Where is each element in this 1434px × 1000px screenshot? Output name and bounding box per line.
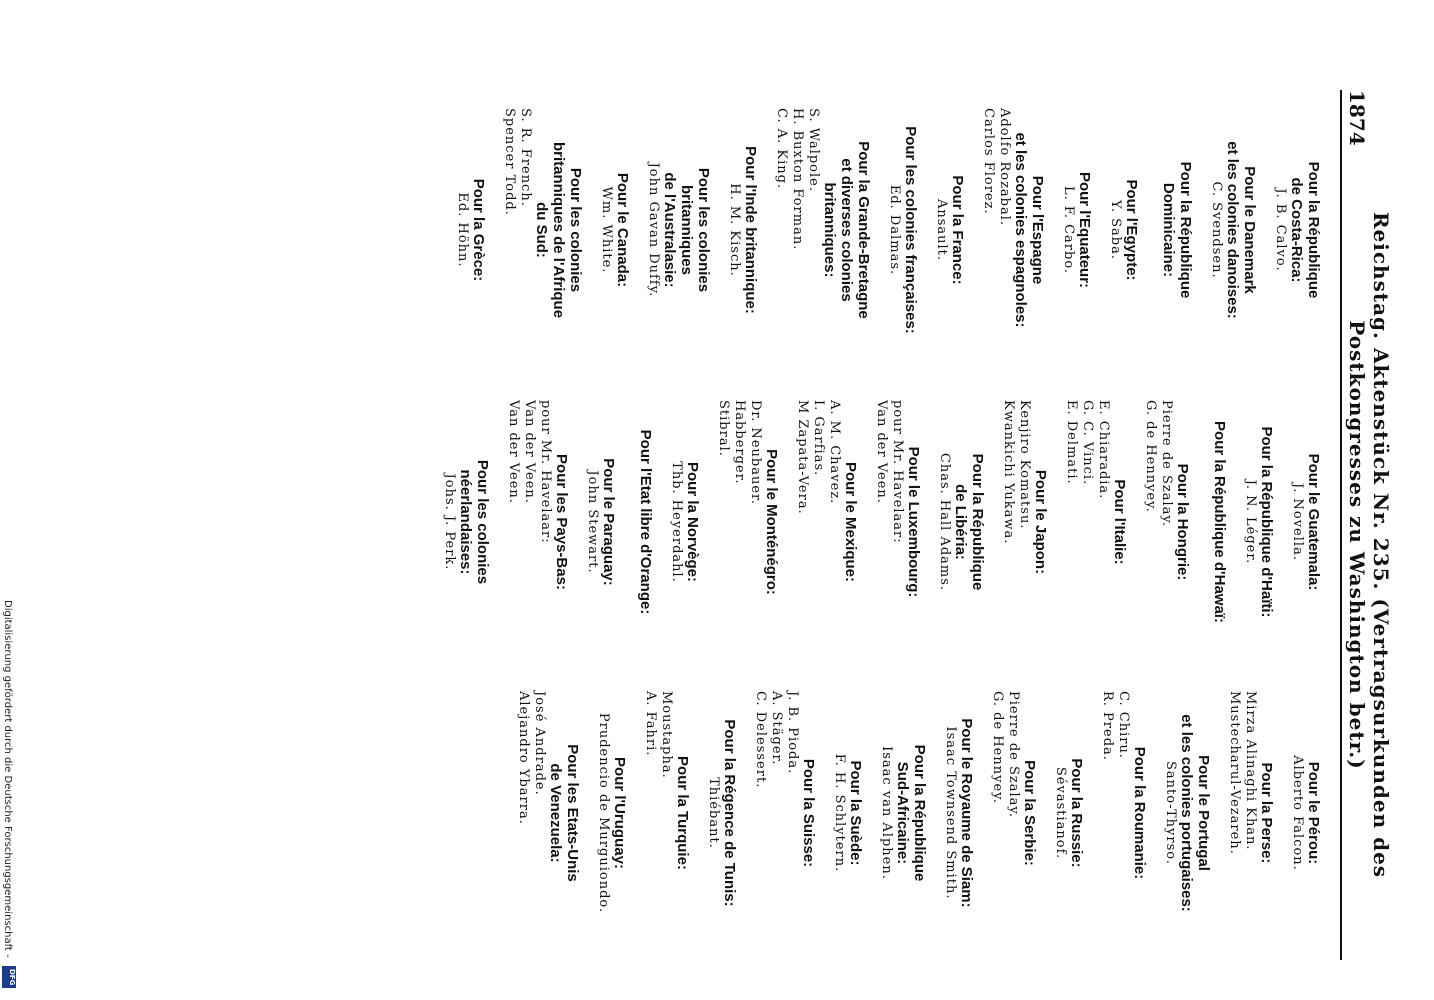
signer-name: Ed. Dalmas. <box>887 184 902 276</box>
country-line: Pour la République <box>1305 161 1322 299</box>
signatory-entry <box>1226 673 1275 953</box>
signer-name: Chas. Hall Adams. <box>937 452 952 592</box>
signatory-entry <box>668 382 701 662</box>
signatory-entry <box>1052 673 1085 953</box>
country-line: et les colonies espagnoles: <box>1012 132 1029 328</box>
signatory-entry <box>980 90 1046 370</box>
country-line: Pour les colonies <box>695 167 712 293</box>
country-line: Pour le Canada: <box>614 172 631 288</box>
country-line: Pour les colonies <box>474 459 491 585</box>
country-heading <box>1174 382 1191 662</box>
signer-name: Prudencio de Murguiondo. <box>596 712 611 914</box>
country-line: Pour la Grande-Bretagne <box>855 141 872 319</box>
country-line: Pour la Perse: <box>1258 762 1275 864</box>
signatory-entry <box>989 673 1038 953</box>
country-line: Pour la Serbie: <box>1021 760 1038 866</box>
signer-name: A. M. Chavez. <box>827 400 842 505</box>
country-line: Dominicaine: <box>1160 182 1177 278</box>
signer-name: C. Chiru. <box>1116 691 1131 759</box>
signer-name: Santo-Thyrso. <box>1163 760 1178 865</box>
country-heading <box>958 673 975 953</box>
country-line: néerlandaises: <box>457 469 474 575</box>
signatory-entry <box>936 382 986 662</box>
country-line: Pour la République <box>911 744 928 882</box>
signer-name: John Gavan Duffy. <box>646 162 661 298</box>
signatory-entry <box>1289 673 1322 953</box>
signer-name: Johs. J. Perk. <box>442 473 457 571</box>
country-heading <box>533 90 584 370</box>
country-heading <box>684 382 701 662</box>
signer-name: Kwankichi Yukawa. <box>1001 400 1016 545</box>
country-line: britanniques <box>678 184 695 275</box>
country-line: Pour le Guatemala: <box>1305 453 1322 591</box>
signer-name: H. Buxton Forman. <box>790 108 805 251</box>
country-line: de l'Australasie: <box>661 172 678 288</box>
country-line: britanniques de l'Afrique <box>550 141 567 319</box>
dfg-logo: DFG <box>2 966 16 988</box>
country-line: de Costa-Rica: <box>1288 177 1305 283</box>
country-heading <box>1123 90 1140 370</box>
signer-name: S. R. French. <box>518 108 533 207</box>
signer-name: Moustapha. <box>659 691 674 779</box>
country-heading <box>457 382 491 662</box>
country-line: britanniques: <box>821 182 838 278</box>
country-line: Pour le Japon: <box>1032 469 1049 575</box>
signer-name: M Zapata-Vera. <box>795 400 810 515</box>
signer-name: C. Delessert. <box>753 691 768 789</box>
signatory-entry <box>441 382 491 662</box>
signatory-entry <box>705 673 738 953</box>
country-line: Pour la Régence de Tunis: <box>721 719 738 907</box>
signer-name: Thiébant. <box>706 777 721 849</box>
country-line: Pour les Etats-Unis <box>564 744 581 882</box>
signer-name: Mirza Alinaghi Khan. <box>1243 691 1258 851</box>
country-heading <box>1305 382 1322 662</box>
country-heading <box>1305 673 1322 953</box>
country-line: Pour le Pérou: <box>1305 761 1322 865</box>
signatory-entry <box>715 382 780 662</box>
country-heading <box>553 382 570 662</box>
country-heading <box>470 90 487 370</box>
country-line: Sud-Africaine: <box>894 761 911 865</box>
country-line: Pour l'Espagne <box>1029 175 1046 285</box>
signer-name: Alberto Falcon. <box>1290 755 1305 871</box>
country-heading <box>763 382 780 662</box>
country-heading <box>1068 673 1085 953</box>
signer-name: Spencer Todd. <box>502 108 517 216</box>
country-heading <box>674 673 691 953</box>
country-line: Pour la République d'Hawaï: <box>1211 421 1228 623</box>
signer-name: Pierre de Szalay. <box>1006 691 1021 819</box>
signer-name: E. Chiaradia. <box>1096 400 1111 500</box>
signatory-entry <box>454 90 487 370</box>
country-line: Pour le Royaume de Siam: <box>958 718 975 908</box>
signatory-entry <box>773 90 872 370</box>
signatory-entry <box>1289 382 1322 662</box>
country-heading <box>1258 382 1275 662</box>
signatory-entry <box>873 382 922 662</box>
signer-name: R. Preda. <box>1100 691 1115 761</box>
page-title: Reichstag. Aktenstück Nr. 235. (Vertragsurkunden des Postkongresses zu Washington betr.) <box>1345 211 1393 879</box>
signer-name: Dr. Neubauer. <box>748 400 763 505</box>
country-line: Pour la Suisse: <box>800 758 817 868</box>
country-heading <box>1224 90 1258 370</box>
signatory-entry <box>642 673 691 953</box>
country-heading <box>800 673 817 953</box>
signer-name: A. Stäger. <box>769 691 784 766</box>
country-line: Pour la Suède: <box>847 760 864 866</box>
signer-name: C. A. King. <box>774 108 789 190</box>
country-line: Pour le Monténégro: <box>763 449 780 595</box>
signer-name: C. Svendsen. <box>1209 181 1224 279</box>
column-middle <box>427 382 1322 662</box>
signatory-entry <box>794 382 859 662</box>
country-line: de Venezuela: <box>547 763 564 863</box>
country-heading <box>952 382 986 662</box>
country-line: Pour la République d'Haïti: <box>1258 426 1275 618</box>
signer-name: Stibral. <box>716 400 731 457</box>
country-line: Pour l'Italie: <box>1111 479 1128 565</box>
country-heading <box>949 90 966 370</box>
country-heading <box>547 673 581 953</box>
country-line: Pour la Grèce: <box>470 178 487 282</box>
country-line: Pour l'Egypte: <box>1123 179 1140 281</box>
signatory-entry <box>645 90 712 370</box>
country-heading <box>1032 382 1049 662</box>
country-line: Pour le Danemark <box>1241 166 1258 294</box>
country-heading <box>1021 673 1038 953</box>
signatory-entry <box>1000 382 1049 662</box>
signer-name: Van der Veen. <box>506 400 521 504</box>
signatory-entry <box>1162 673 1212 953</box>
country-line: Pour les colonies françaises: <box>902 126 919 334</box>
country-heading <box>905 382 922 662</box>
country-line: Pour la Russie: <box>1068 758 1085 868</box>
country-line: Pour la Roumanie: <box>1131 746 1148 880</box>
signatory-entry <box>584 382 617 662</box>
country-heading <box>661 90 712 370</box>
page-number: 1874 <box>1345 90 1369 146</box>
signatory-entry <box>1272 90 1322 370</box>
signatory-entry <box>726 90 759 370</box>
signatory-entry <box>1099 673 1148 953</box>
country-heading <box>1076 90 1093 370</box>
country-line: Pour la Hongrie: <box>1174 463 1191 581</box>
signer-name: G. C. Vinci. <box>1080 400 1095 486</box>
country-line: Pour la Turquie: <box>674 756 691 870</box>
signatory-entry <box>1154 90 1194 370</box>
signer-name: Habberger. <box>732 400 747 485</box>
signer-name: Van der Veen. <box>874 400 889 504</box>
country-line: Pour l'Etat libre d'Orange: <box>637 429 654 615</box>
signatory-entry <box>1142 382 1191 662</box>
country-heading <box>1012 90 1046 370</box>
country-line: et diverses colonies <box>838 158 855 302</box>
country-line: Pour le Portugal <box>1195 755 1212 871</box>
signatory-entry <box>1060 90 1093 370</box>
country-line: Pour l'Uruguay: <box>611 757 628 869</box>
country-line: Pour la France: <box>949 175 966 285</box>
country-line: Pour le Luxembourg: <box>905 446 922 598</box>
signer-name: Isaac van Alphen. <box>879 746 894 880</box>
signer-name: E. Delmati. <box>1064 400 1079 485</box>
signer-name: Wm. White. <box>599 186 614 274</box>
signatory-entry <box>752 673 817 953</box>
signer-name: Ed. Höhn. <box>455 192 470 268</box>
signer-name: Ansault. <box>934 198 949 262</box>
signer-name: L. F. Carbo. <box>1061 185 1076 275</box>
country-heading <box>842 382 859 662</box>
country-heading <box>1288 90 1322 370</box>
signer-name: Alejandro Ybarra. <box>516 691 531 825</box>
country-heading <box>600 382 617 662</box>
signer-name: Y. Saba. <box>1108 199 1123 261</box>
signer-name: I. Garfias. <box>811 400 826 477</box>
country-heading <box>614 90 631 370</box>
signatory-entry <box>831 673 864 953</box>
signer-name: Mustecharul-Vezareh. <box>1227 691 1242 855</box>
signer-name: Van der Veen. <box>522 400 537 504</box>
country-heading <box>821 90 872 370</box>
country-line: Pour les colonies <box>567 167 584 293</box>
signer-name: G. de Hennyey. <box>1143 400 1158 513</box>
digitization-note: Digitalisierung gefördert durch die Deutsche Forschungsgemeinschaft - <box>2 600 13 958</box>
signer-name: S. Walpole. <box>806 108 821 192</box>
country-line: Pour la République <box>1177 161 1194 299</box>
country-heading <box>1178 673 1212 953</box>
signatory-entry <box>933 90 966 370</box>
signer-name: Carlos Florez. <box>981 108 996 215</box>
country-line: Pour l'Inde britannique: <box>742 146 759 314</box>
signer-name: Kenjiro Komatsu. <box>1017 400 1032 530</box>
signatory-entry <box>1205 382 1228 662</box>
country-line: de Libéria: <box>952 484 969 560</box>
signatory-entry <box>631 382 654 662</box>
signatory-entry <box>501 90 584 370</box>
signatory-entry <box>1242 382 1275 662</box>
signer-name: G. de Hennyey. <box>990 691 1005 804</box>
country-line: Pour la République <box>969 453 986 591</box>
signatory-entry <box>1063 382 1128 662</box>
country-heading <box>1111 382 1128 662</box>
country-heading <box>742 90 759 370</box>
country-heading <box>611 673 628 953</box>
country-line: Pour les Pays-Bas: <box>553 454 570 590</box>
column-right <box>501 673 1322 953</box>
page-header <box>1340 90 1393 960</box>
country-line: du Sud: <box>533 202 550 258</box>
signatory-entry <box>878 673 928 953</box>
signer-name: John Stewart. <box>585 470 600 574</box>
country-heading <box>637 382 654 662</box>
country-line: Pour le Mexique: <box>842 461 859 583</box>
signer-name: H. M. Kisch. <box>727 183 742 277</box>
signer-name: pour Mr. Havelaar: <box>890 400 905 544</box>
country-heading <box>1211 382 1228 662</box>
signer-name: José Andrade. <box>532 691 547 796</box>
signer-name: Adolfo Rozabal. <box>997 108 1012 227</box>
signer-name: pour Mr. Havelaar: <box>538 400 553 544</box>
signer-name: Sévastianof. <box>1053 766 1068 860</box>
signatory-entry <box>595 673 628 953</box>
country-line: Pour l'Equateur: <box>1076 171 1093 289</box>
country-heading <box>721 673 738 953</box>
country-line: Pour le Paraguay: <box>600 458 617 586</box>
signer-name: J. Novella. <box>1290 483 1305 561</box>
country-heading <box>1258 673 1275 953</box>
signatory-entry <box>886 90 919 370</box>
signatory-entry <box>1107 90 1140 370</box>
country-heading <box>1160 90 1194 370</box>
signatory-entry <box>505 382 570 662</box>
country-line: Pour la Norvège: <box>684 461 701 583</box>
signatory-entry <box>942 673 975 953</box>
signer-name: Thb. Heyerdahl. <box>669 461 684 583</box>
signer-name: A. Fahri. <box>643 691 658 757</box>
country-line: et les colonies portugaises: <box>1178 714 1195 912</box>
country-heading <box>1131 673 1148 953</box>
signer-name: Isaac Townsend Smith. <box>943 726 958 900</box>
column-left <box>440 90 1322 370</box>
country-heading <box>847 673 864 953</box>
country-heading <box>902 90 919 370</box>
signer-name: Pierre de Szalay. <box>1159 400 1174 528</box>
signer-name: J. N. Léger. <box>1243 479 1258 565</box>
signatory-entry <box>1208 90 1258 370</box>
country-heading <box>894 673 928 953</box>
country-line: et les colonies danoises: <box>1224 141 1241 319</box>
signatory-entry <box>598 90 631 370</box>
signer-name: J. B. Pioda. <box>785 691 800 775</box>
signatory-entry <box>515 673 581 953</box>
signer-name: F. H. Schlytern. <box>832 753 847 873</box>
signer-name: J. B. Calvo. <box>1273 188 1288 272</box>
